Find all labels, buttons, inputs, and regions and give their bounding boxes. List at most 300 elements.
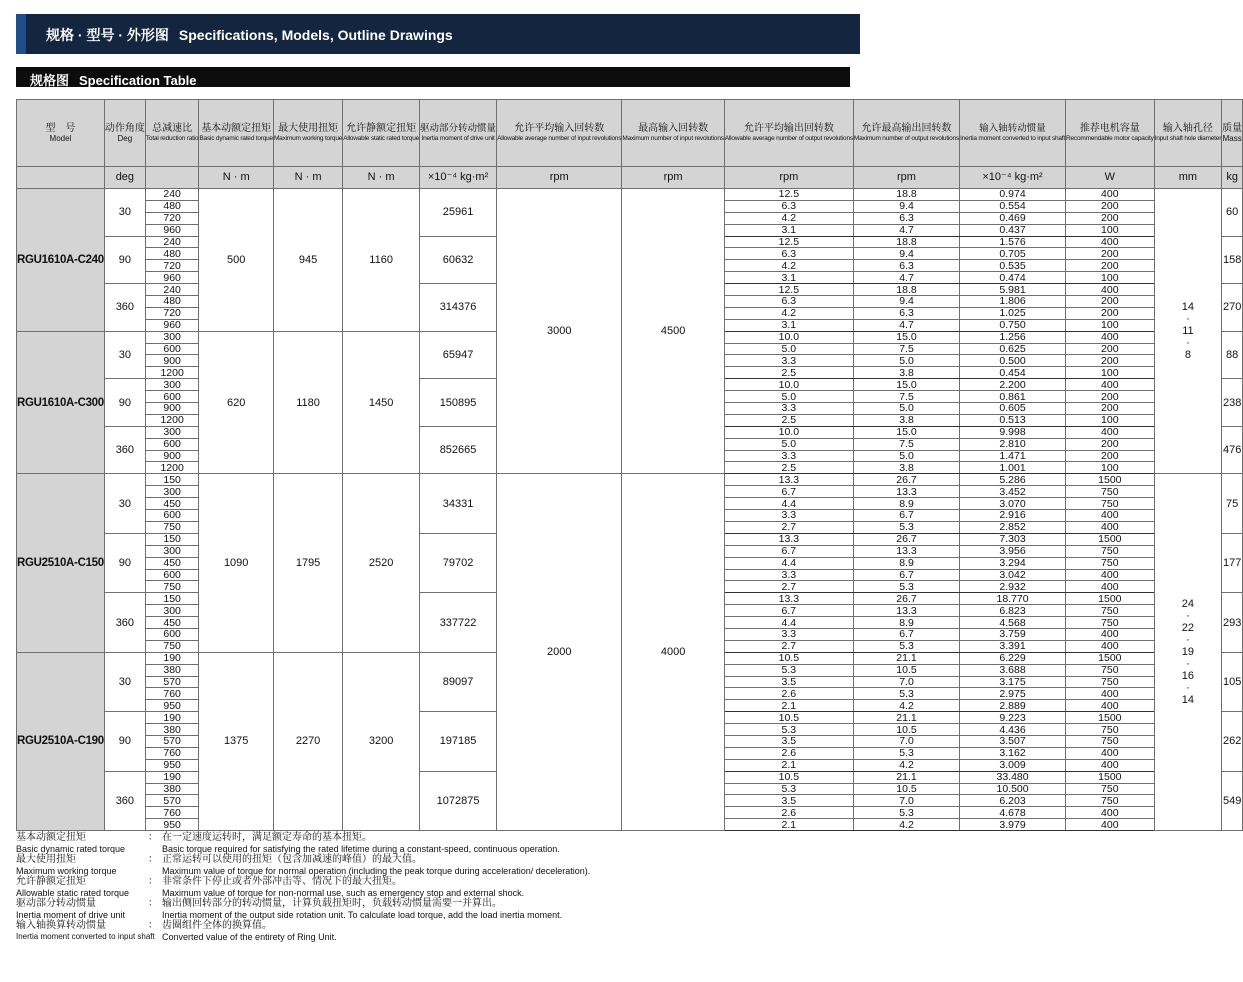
max-output-rpm-cell: 5.3 — [853, 521, 959, 533]
drive-inertia-cell: 89097 — [420, 652, 497, 711]
column-unit-0 — [17, 167, 105, 189]
motor-capacity-cell: 200 — [1066, 450, 1155, 462]
column-header-en: Mass — [1222, 134, 1242, 143]
avg-output-rpm-cell: 2.5 — [724, 367, 853, 379]
motor-capacity-cell: 400 — [1066, 521, 1155, 533]
motor-capacity-cell: 750 — [1066, 724, 1155, 736]
reduction-ratio-cell: 950 — [145, 819, 199, 831]
note-row-en — [16, 932, 856, 943]
input-inertia-cell: 1.471 — [960, 450, 1066, 462]
input-inertia-cell: 0.605 — [960, 403, 1066, 415]
table-row — [17, 474, 1243, 486]
input-inertia-cell: 33.480 — [960, 771, 1066, 783]
note-row-zh — [16, 877, 856, 888]
max-output-rpm-cell: 21.1 — [853, 652, 959, 664]
reduction-ratio-cell: 1200 — [145, 367, 199, 379]
reduction-ratio-cell: 300 — [145, 545, 199, 557]
column-header-7 — [497, 100, 622, 167]
torque-max-cell: 1180 — [273, 331, 342, 474]
input-inertia-cell: 3.452 — [960, 486, 1066, 498]
column-header-en: Model — [49, 134, 72, 143]
input-inertia-cell: 0.974 — [960, 189, 1066, 201]
note-label-zh: 驱动部分转动惯量 — [16, 898, 96, 909]
reduction-ratio-cell: 720 — [145, 307, 199, 319]
max-output-rpm-cell: 8.9 — [853, 617, 959, 629]
max-output-rpm-cell: 26.7 — [853, 474, 959, 486]
motor-capacity-cell: 100 — [1066, 319, 1155, 331]
reduction-ratio-cell: 750 — [145, 581, 199, 593]
spec-table-body — [17, 189, 1243, 831]
max-output-rpm-cell: 6.7 — [853, 510, 959, 522]
deg-cell: 90 — [104, 236, 145, 284]
max-output-rpm-cell: 18.8 — [853, 236, 959, 248]
note-text-en: Maximum value of torque for normal operation (including the peak torque during acceleration/ deceleration). — [162, 865, 591, 876]
input-inertia-cell: 3.979 — [960, 819, 1066, 831]
input-inertia-cell: 3.688 — [960, 664, 1066, 676]
input-inertia-cell: 0.554 — [960, 200, 1066, 212]
reduction-ratio-cell: 760 — [145, 747, 199, 759]
mass-cell: 75 — [1222, 474, 1243, 533]
input-inertia-cell: 0.861 — [960, 391, 1066, 403]
motor-capacity-cell: 750 — [1066, 486, 1155, 498]
max-output-rpm-cell: 5.3 — [853, 688, 959, 700]
note-text-zh: 齿圈组件全体的换算值。 — [162, 920, 272, 931]
avg-output-rpm-cell: 2.1 — [724, 819, 853, 831]
avg-output-rpm-cell: 13.3 — [724, 533, 853, 545]
deg-cell: 30 — [104, 652, 145, 711]
motor-capacity-cell: 750 — [1066, 605, 1155, 617]
notes-section — [16, 832, 856, 942]
column-header-zh: 型 号 — [45, 123, 76, 134]
section-header — [16, 67, 850, 87]
max-output-rpm-cell: 7.0 — [853, 795, 959, 807]
note-label-en: Inertia moment converted to input shaft — [16, 931, 155, 941]
reduction-ratio-cell: 950 — [145, 759, 199, 771]
avg-output-rpm-cell: 13.3 — [724, 474, 853, 486]
motor-capacity-cell: 200 — [1066, 343, 1155, 355]
max-output-rpm-cell: 3.8 — [853, 414, 959, 426]
input-inertia-cell: 0.705 — [960, 248, 1066, 260]
input-inertia-cell: 2.916 — [960, 510, 1066, 522]
max-output-rpm-cell: 7.0 — [853, 676, 959, 688]
max-output-rpm-cell: 4.2 — [853, 759, 959, 771]
max-output-rpm-cell: 6.7 — [853, 628, 959, 640]
motor-capacity-cell: 750 — [1066, 676, 1155, 688]
motor-capacity-cell: 200 — [1066, 260, 1155, 272]
input-inertia-cell: 6.229 — [960, 652, 1066, 664]
note-text-zh: 正常运转可以使用的扭矩（包含加减速的峰值）的最大值。 — [162, 854, 422, 865]
note-row-en — [16, 866, 856, 877]
motor-capacity-cell: 400 — [1066, 747, 1155, 759]
avg-output-rpm-cell: 5.3 — [724, 783, 853, 795]
drive-inertia-cell: 65947 — [420, 331, 497, 379]
input-inertia-cell: 4.678 — [960, 807, 1066, 819]
max-output-rpm-cell: 13.3 — [853, 605, 959, 617]
column-unit-13: mm — [1154, 167, 1222, 189]
input-inertia-cell: 0.513 — [960, 414, 1066, 426]
avg-output-rpm-cell: 2.5 — [724, 414, 853, 426]
reduction-ratio-cell: 1200 — [145, 462, 199, 474]
column-unit-14: kg — [1222, 167, 1243, 189]
motor-capacity-cell: 100 — [1066, 224, 1155, 236]
torque-basic-cell: 500 — [199, 189, 274, 332]
drive-inertia-cell: 314376 — [420, 284, 497, 332]
reduction-ratio-cell: 450 — [145, 617, 199, 629]
reduction-ratio-cell: 950 — [145, 700, 199, 712]
note-colon: ： — [148, 832, 158, 843]
max-output-rpm-cell: 5.3 — [853, 581, 959, 593]
reduction-ratio-cell: 240 — [145, 189, 199, 201]
reduction-ratio-cell: 240 — [145, 284, 199, 296]
column-header-zh: 输入轴孔径 — [1162, 123, 1213, 134]
input-inertia-cell: 6.823 — [960, 605, 1066, 617]
mass-cell: 549 — [1222, 771, 1243, 830]
motor-capacity-cell: 400 — [1066, 819, 1155, 831]
note-label-zh: 基本动额定扭矩 — [16, 832, 86, 843]
drive-inertia-cell: 197185 — [420, 712, 497, 771]
reduction-ratio-cell: 300 — [145, 331, 199, 343]
input-inertia-cell: 1.025 — [960, 307, 1066, 319]
note-label-zh: 允许静额定扭矩 — [16, 876, 86, 887]
drive-inertia-cell: 79702 — [420, 533, 497, 592]
max-output-rpm-cell: 18.8 — [853, 189, 959, 201]
reduction-ratio-cell: 900 — [145, 355, 199, 367]
avg-output-rpm-cell: 2.1 — [724, 759, 853, 771]
torque-static-cell: 1160 — [343, 189, 420, 332]
avg-output-rpm-cell: 12.5 — [724, 189, 853, 201]
motor-capacity-cell: 400 — [1066, 379, 1155, 391]
max-output-rpm-cell: 10.5 — [853, 664, 959, 676]
input-inertia-cell: 3.507 — [960, 735, 1066, 747]
column-header-zh: 允许最高输出回转数 — [861, 123, 952, 134]
reduction-ratio-cell: 900 — [145, 403, 199, 415]
note-row-zh — [16, 833, 856, 844]
reduction-ratio-cell: 150 — [145, 533, 199, 545]
reduction-ratio-cell: 240 — [145, 236, 199, 248]
input-inertia-cell: 0.454 — [960, 367, 1066, 379]
max-output-rpm-cell: 15.0 — [853, 426, 959, 438]
input-inertia-cell: 3.009 — [960, 759, 1066, 771]
motor-capacity-cell: 200 — [1066, 248, 1155, 260]
reduction-ratio-cell: 480 — [145, 248, 199, 260]
column-header-14 — [1222, 100, 1243, 167]
column-header-en: Basic dynamic rated torque — [199, 135, 273, 142]
max-output-rpm-cell: 4.2 — [853, 700, 959, 712]
motor-capacity-cell: 400 — [1066, 640, 1155, 652]
drive-inertia-cell: 852665 — [420, 426, 497, 474]
avg-output-rpm-cell: 3.3 — [724, 403, 853, 415]
avg-output-rpm-cell: 2.7 — [724, 581, 853, 593]
column-header-en: Maximum number of output revolutions — [853, 135, 960, 142]
reduction-ratio-cell: 300 — [145, 379, 199, 391]
deg-cell: 360 — [104, 426, 145, 474]
column-header-0 — [17, 100, 105, 167]
column-unit-9: rpm — [724, 167, 853, 189]
drive-inertia-cell: 60632 — [420, 236, 497, 284]
input-inertia-cell: 3.070 — [960, 498, 1066, 510]
max-output-rpm-cell: 13.3 — [853, 486, 959, 498]
column-header-13 — [1154, 100, 1222, 167]
note-label-en: Inertia moment of drive unit — [16, 909, 126, 920]
note-label-en: Basic dynamic rated torque — [16, 843, 126, 854]
max-output-rpm-cell: 21.1 — [853, 771, 959, 783]
reduction-ratio-cell: 960 — [145, 224, 199, 236]
avg-output-rpm-cell: 4.4 — [724, 498, 853, 510]
torque-static-cell: 2520 — [343, 474, 420, 652]
avg-input-rpm-cell: 2000 — [497, 474, 622, 831]
avg-output-rpm-cell: 4.2 — [724, 212, 853, 224]
input-inertia-cell: 10.500 — [960, 783, 1066, 795]
reduction-ratio-cell: 720 — [145, 260, 199, 272]
deg-cell: 360 — [104, 771, 145, 830]
column-header-en: Inertia moment converted to input shaft — [960, 135, 1066, 142]
column-unit-5: N · m — [343, 167, 420, 189]
reduction-ratio-cell: 480 — [145, 296, 199, 308]
column-unit-7: rpm — [497, 167, 622, 189]
section-title — [30, 70, 197, 89]
input-inertia-cell: 3.294 — [960, 557, 1066, 569]
column-unit-1: deg — [104, 167, 145, 189]
column-header-5 — [343, 100, 420, 167]
motor-capacity-cell: 400 — [1066, 510, 1155, 522]
motor-capacity-cell: 750 — [1066, 664, 1155, 676]
torque-static-cell: 1450 — [343, 331, 420, 474]
note-label-en: Allowable static rated torque — [16, 887, 130, 898]
input-inertia-cell: 5.286 — [960, 474, 1066, 486]
avg-output-rpm-cell: 3.1 — [724, 224, 853, 236]
column-header-zh: 总减速比 — [152, 123, 193, 134]
motor-capacity-cell: 200 — [1066, 212, 1155, 224]
deg-cell: 30 — [104, 189, 145, 237]
max-output-rpm-cell: 7.5 — [853, 343, 959, 355]
note-text-en: Maximum value of torque for non-normal use, such as emergency stop and external shock. — [162, 887, 525, 898]
torque-basic-cell: 1375 — [199, 652, 274, 830]
torque-static-cell: 3200 — [343, 652, 420, 830]
note-row-zh — [16, 855, 856, 866]
avg-output-rpm-cell: 4.2 — [724, 307, 853, 319]
section-title-en: Specification Table — [79, 73, 197, 88]
section-title-zh: 规格图 — [30, 73, 70, 88]
header-title — [46, 25, 453, 45]
drive-inertia-cell: 337722 — [420, 593, 497, 652]
reduction-ratio-cell: 190 — [145, 771, 199, 783]
column-header-zh: 动作角度 — [104, 123, 145, 134]
max-output-rpm-cell: 6.3 — [853, 260, 959, 272]
input-inertia-cell: 4.568 — [960, 617, 1066, 629]
column-header-zh: 最高输入回转数 — [638, 123, 709, 134]
column-header-zh: 输入轴转动惯量 — [979, 123, 1046, 134]
avg-output-rpm-cell: 4.4 — [724, 617, 853, 629]
input-inertia-cell: 0.474 — [960, 272, 1066, 284]
max-output-rpm-cell: 7.0 — [853, 735, 959, 747]
note-text-zh: 在一定速度运转时，满足额定寿命的基本扭矩。 — [162, 832, 372, 843]
note-text-zh: 非常条件下停止或者外部冲击等、情况下的最大扭矩。 — [162, 876, 402, 887]
column-header-en: Deg — [117, 134, 133, 143]
deg-cell: 90 — [104, 712, 145, 771]
drive-inertia-cell: 25961 — [420, 189, 497, 237]
torque-max-cell: 2270 — [273, 652, 342, 830]
note-label-zh: 最大使用扭矩 — [16, 854, 76, 865]
input-inertia-cell: 0.437 — [960, 224, 1066, 236]
avg-output-rpm-cell: 10.0 — [724, 379, 853, 391]
note-row-zh — [16, 921, 856, 932]
input-inertia-cell: 4.436 — [960, 724, 1066, 736]
drive-inertia-cell: 34331 — [420, 474, 497, 533]
column-header-11 — [960, 100, 1066, 167]
reduction-ratio-cell: 570 — [145, 735, 199, 747]
note-spacer — [148, 844, 162, 855]
max-output-rpm-cell: 5.3 — [853, 807, 959, 819]
column-header-en: Allowable average number of input revolutions — [497, 135, 622, 142]
motor-capacity-cell: 400 — [1066, 807, 1155, 819]
input-inertia-cell: 2.852 — [960, 521, 1066, 533]
reduction-ratio-cell: 380 — [145, 783, 199, 795]
max-output-rpm-cell: 13.3 — [853, 545, 959, 557]
column-unit-3: N · m — [199, 167, 274, 189]
max-output-rpm-cell: 8.9 — [853, 557, 959, 569]
input-inertia-cell: 1.001 — [960, 462, 1066, 474]
motor-capacity-cell: 400 — [1066, 569, 1155, 581]
reduction-ratio-cell: 300 — [145, 486, 199, 498]
column-header-12 — [1066, 100, 1155, 167]
max-output-rpm-cell: 6.3 — [853, 307, 959, 319]
max-input-rpm-cell: 4500 — [622, 189, 724, 474]
note-label-zh: 输入轴换算转动惯量 — [16, 920, 106, 931]
input-inertia-cell: 2.889 — [960, 700, 1066, 712]
motor-capacity-cell: 100 — [1066, 462, 1155, 474]
reduction-ratio-cell: 750 — [145, 640, 199, 652]
avg-output-rpm-cell: 3.3 — [724, 569, 853, 581]
reduction-ratio-cell: 600 — [145, 438, 199, 450]
max-output-rpm-cell: 18.8 — [853, 284, 959, 296]
max-output-rpm-cell: 6.3 — [853, 212, 959, 224]
max-output-rpm-cell: 9.4 — [853, 296, 959, 308]
avg-output-rpm-cell: 2.6 — [724, 807, 853, 819]
reduction-ratio-cell: 600 — [145, 510, 199, 522]
avg-output-rpm-cell: 12.5 — [724, 236, 853, 248]
note-row-zh — [16, 899, 856, 910]
column-header-9 — [724, 100, 853, 167]
motor-capacity-cell: 400 — [1066, 759, 1155, 771]
motor-capacity-cell: 400 — [1066, 236, 1155, 248]
column-header-zh: 允许静额定扭矩 — [346, 123, 417, 134]
avg-output-rpm-cell: 10.0 — [724, 426, 853, 438]
column-header-en: Maximum number of input revolutions — [622, 135, 724, 142]
deg-cell: 30 — [104, 331, 145, 379]
avg-output-rpm-cell: 3.5 — [724, 676, 853, 688]
reduction-ratio-cell: 1200 — [145, 414, 199, 426]
deg-cell: 90 — [104, 533, 145, 592]
input-inertia-cell: 3.391 — [960, 640, 1066, 652]
reduction-ratio-cell: 960 — [145, 272, 199, 284]
avg-output-rpm-cell: 5.0 — [724, 391, 853, 403]
mass-cell: 158 — [1222, 236, 1243, 284]
table-row — [17, 189, 1243, 201]
column-header-en: Maximum working torque — [273, 135, 343, 142]
input-inertia-cell: 0.500 — [960, 355, 1066, 367]
mass-cell: 238 — [1222, 379, 1243, 427]
motor-capacity-cell: 200 — [1066, 438, 1155, 450]
input-inertia-cell: 2.932 — [960, 581, 1066, 593]
avg-output-rpm-cell: 2.5 — [724, 462, 853, 474]
max-output-rpm-cell: 4.2 — [853, 819, 959, 831]
max-output-rpm-cell: 4.7 — [853, 224, 959, 236]
reduction-ratio-cell: 300 — [145, 605, 199, 617]
motor-capacity-cell: 200 — [1066, 403, 1155, 415]
max-output-rpm-cell: 15.0 — [853, 331, 959, 343]
deg-cell: 360 — [104, 593, 145, 652]
motor-capacity-cell: 1500 — [1066, 712, 1155, 724]
reduction-ratio-cell: 760 — [145, 688, 199, 700]
note-colon: ： — [148, 854, 158, 865]
input-inertia-cell: 0.625 — [960, 343, 1066, 355]
column-header-zh: 基本动额定扭矩 — [201, 123, 272, 134]
max-output-rpm-cell: 7.5 — [853, 438, 959, 450]
note-spacer — [148, 866, 162, 877]
reduction-ratio-cell: 380 — [145, 664, 199, 676]
motor-capacity-cell: 400 — [1066, 426, 1155, 438]
input-inertia-cell: 1.806 — [960, 296, 1066, 308]
column-header-6 — [420, 100, 497, 167]
input-inertia-cell: 3.162 — [960, 747, 1066, 759]
column-header-2 — [145, 100, 199, 167]
input-inertia-cell: 1.576 — [960, 236, 1066, 248]
motor-capacity-cell: 750 — [1066, 795, 1155, 807]
column-header-zh: 允许平均输出回转数 — [743, 123, 834, 134]
avg-output-rpm-cell: 2.6 — [724, 747, 853, 759]
motor-capacity-cell: 750 — [1066, 783, 1155, 795]
motor-capacity-cell: 200 — [1066, 200, 1155, 212]
column-header-zh: 允许平均输入回转数 — [514, 123, 605, 134]
motor-capacity-cell: 100 — [1066, 367, 1155, 379]
input-inertia-cell: 3.175 — [960, 676, 1066, 688]
column-header-4 — [273, 100, 342, 167]
note-text-en: Inertia moment of the output side rotation unit. To calculate load torque, add the load inertia moment. — [162, 909, 563, 920]
max-output-rpm-cell: 5.0 — [853, 450, 959, 462]
model-name-cell: RGU2510A-C190 — [17, 652, 105, 830]
deg-cell: 90 — [104, 379, 145, 427]
column-header-zh: 最大使用扭矩 — [278, 123, 339, 134]
input-inertia-cell: 1.256 — [960, 331, 1066, 343]
spec-table-head — [17, 100, 1243, 189]
max-output-rpm-cell: 26.7 — [853, 533, 959, 545]
hole-diameter-cell: 24 · 22 · 19 · 16 · 14 — [1154, 474, 1222, 831]
reduction-ratio-cell: 190 — [145, 712, 199, 724]
hole-diameter-cell: 14 · 11 · 8 — [1154, 189, 1222, 474]
model-name-cell: RGU1610A-C300 — [17, 331, 105, 474]
note-text-en: Converted value of the entirety of Ring Unit. — [162, 931, 337, 942]
column-unit-8: rpm — [622, 167, 724, 189]
avg-output-rpm-cell: 5.0 — [724, 438, 853, 450]
avg-output-rpm-cell: 3.3 — [724, 510, 853, 522]
reduction-ratio-cell: 380 — [145, 724, 199, 736]
avg-output-rpm-cell: 10.5 — [724, 712, 853, 724]
max-output-rpm-cell: 3.8 — [853, 462, 959, 474]
max-output-rpm-cell: 9.4 — [853, 248, 959, 260]
header-title-zh: 规格 · 型号 · 外形图 — [46, 27, 169, 43]
motor-capacity-cell: 750 — [1066, 617, 1155, 629]
motor-capacity-cell: 400 — [1066, 688, 1155, 700]
column-header-8 — [622, 100, 724, 167]
avg-output-rpm-cell: 12.5 — [724, 284, 853, 296]
motor-capacity-cell: 750 — [1066, 557, 1155, 569]
motor-capacity-cell: 400 — [1066, 284, 1155, 296]
avg-output-rpm-cell: 3.3 — [724, 355, 853, 367]
avg-output-rpm-cell: 3.5 — [724, 795, 853, 807]
column-header-1 — [104, 100, 145, 167]
reduction-ratio-cell: 600 — [145, 343, 199, 355]
reduction-ratio-cell: 760 — [145, 807, 199, 819]
